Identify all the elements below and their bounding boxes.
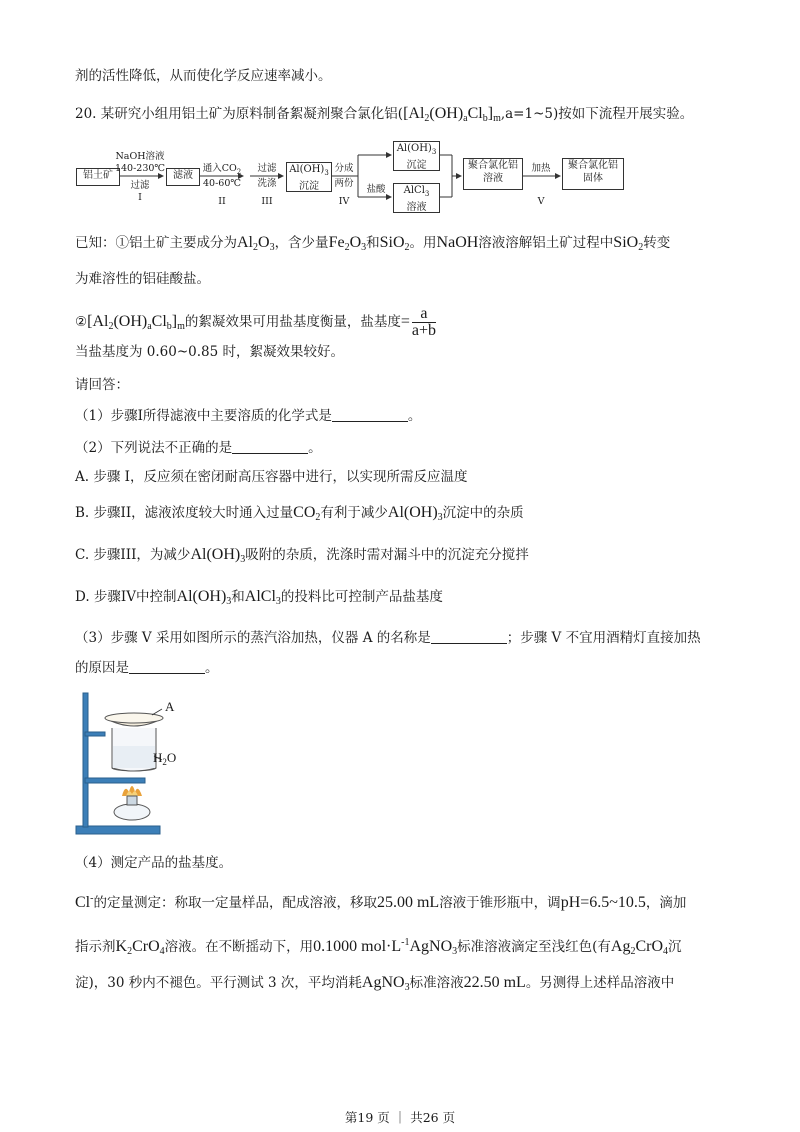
- option-b: B. 步骤II，滤液浓度较大时通入过量$CO_2$有利于减少$Al(OH)_3$沉淀中的杂质: [75, 504, 524, 523]
- label-hcl: 盐酸: [366, 184, 386, 195]
- subquestion-2: （2）下列说法不正确的是 。: [75, 440, 322, 456]
- paragraph-chloride-2: 指示剂$K_2CrO_4$溶液。在不断摇动下，用0.1000 $mol\cdot L^{-1}AgNO_3$标准溶液滴定至浅红色(有$Ag_2CrO_4$沉: [75, 937, 682, 957]
- label-step2-num: II: [218, 196, 226, 207]
- box-aloh3-upper: $Al(OH)_3$ 沉淀: [393, 141, 440, 171]
- known-info-2: $②[Al_2(OH)_aCl_b]_m$的絮凝效果可用盐基度衡量，盐基度= $\frac{a}{a+b}$: [75, 305, 437, 339]
- label-step4-op1: 分成: [334, 163, 354, 174]
- option-d: D. 步骤IV中控制$Al(OH)_3$和AlCl$_3$的投料比可控制产品盐基度: [75, 588, 443, 607]
- answer-blank-1[interactable]: [332, 407, 408, 422]
- label-step1-temp: 140-230℃: [114, 163, 166, 174]
- paragraph-chloride-1: Cl-的定量测定：称取一定量样品，配成溶液，移取25.00 mL溶液于锥形瓶中，调pH=6.5~10.5，滴加: [75, 893, 687, 911]
- answer-prompt: 请回答：: [75, 377, 129, 393]
- basicity-fraction: $\frac{a}{a+b}$: [411, 305, 437, 339]
- label-water: $H_2O$: [153, 750, 177, 767]
- known-info-3: 当盐基度为 0.60~0.85 时，絮凝效果较好。: [75, 344, 345, 360]
- answer-blank-3b[interactable]: [129, 659, 205, 674]
- box-pac-solid: 聚合氯化铝 固体: [562, 158, 624, 190]
- label-step3-op2: 洗涤: [257, 178, 277, 189]
- steam-bath-drawing: [70, 688, 200, 838]
- label-step5-num: V: [537, 196, 545, 207]
- question-number: 20.: [75, 106, 97, 122]
- box-aloh3-precipitate: $Al(OH)_3$ 沉淀: [286, 162, 332, 192]
- box-alcl3-solution: AlCl$_3$ 溶液: [393, 183, 440, 213]
- box-bauxite: 铝土矿: [76, 168, 120, 186]
- box-pac-solution: 聚合氯化铝 溶液: [463, 158, 523, 190]
- label-step4-num: IV: [338, 196, 350, 207]
- steam-bath-figure: [70, 688, 200, 838]
- intro-line: 剂的活性降低，从而使化学反应速率减小。: [75, 68, 332, 84]
- label-step1-num: I: [138, 192, 142, 203]
- label-step1-reagent: NaOH溶液: [115, 151, 165, 162]
- option-c: C. 步骤III，为减少$Al(OH)_3$吸附的杂质，洗涤时需对漏斗中的沉淀充分搅拌: [75, 546, 529, 565]
- subquestion-1: （1）步骤I所得滤液中主要溶质的化学式是 。: [75, 408, 422, 424]
- process-flow-diagram: [0, 0, 800, 220]
- subquestion-3: （3）步骤 V 采用如图所示的蒸汽浴加热，仪器 A 的名称是 ；步骤 V 不宜用酒精灯直接加热: [75, 630, 701, 646]
- answer-blank-2[interactable]: [232, 439, 308, 454]
- label-step4-op2: 两份: [334, 178, 354, 189]
- option-a: A. 步骤 I，反应须在密闭耐高压容器中进行，以实现所需反应温度: [75, 469, 468, 485]
- label-step1-op: 过滤: [130, 180, 150, 191]
- page-footer: 第19 页 ｜ 共26 页: [344, 1110, 456, 1125]
- box-filtrate: 滤液: [166, 168, 200, 186]
- label-apparatus-a: A: [165, 699, 175, 714]
- paragraph-chloride-3: 淀)，30 秒内不褪色。平行测试 3 次，平均消耗AgNO$_3$标准溶液22.50 mL。另测得上述样品溶液中: [75, 974, 675, 993]
- label-step2-reagent: 通入$CO_2$: [202, 163, 242, 176]
- label-heat: 加热: [531, 163, 551, 174]
- known-info-1: 已知：①铝土矿主要成分为$Al_2O_3$，含少量$Fe_2O_3$和SiO$_2$。用NaOH溶液溶解铝土矿过程中SiO$_2$转变: [75, 234, 671, 253]
- known-info-1-cont: 为难溶性的铝硅酸盐。: [75, 271, 210, 287]
- subquestion-4: （4）测定产品的盐基度。: [75, 855, 233, 871]
- label-step3-num: III: [261, 196, 273, 207]
- subquestion-3-cont: 的原因是 。: [75, 660, 219, 676]
- label-step3-op1: 过滤: [257, 163, 277, 174]
- question-20-stem: 20. 某研究小组用铝土矿为原料制备絮凝剂聚合氯化铝$([Al_2(OH)_aCl_b]_m,a=1\sim 5)$按如下流程开展实验。: [75, 105, 694, 124]
- answer-blank-3a[interactable]: [431, 629, 507, 644]
- label-step2-temp: 40-60℃: [202, 178, 241, 189]
